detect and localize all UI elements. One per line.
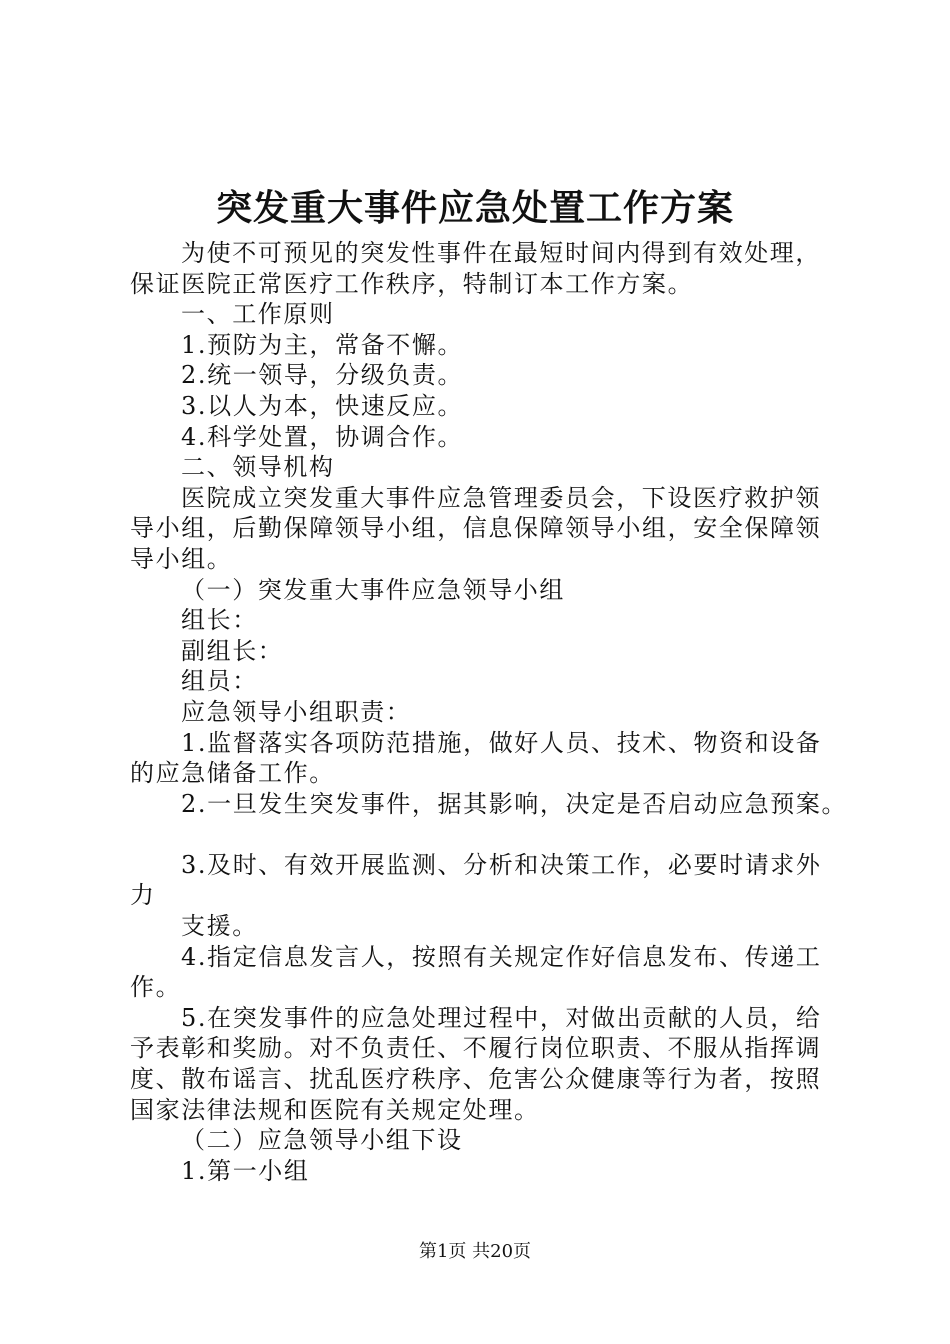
field-label: 副组长： (181, 636, 284, 665)
paragraph-line: 国家法律法规和医院有关规定处理。 (130, 1095, 540, 1124)
list-item: 4.指定信息发言人，按照有关规定作好信息发布、传递工 (181, 942, 822, 971)
field-label: 应急领导小组职责： (181, 697, 412, 726)
paragraph-line: 为使不可预见的突发性事件在最短时间内得到有效处理， (181, 239, 821, 267)
list-item: 3.以人为本，快速反应。 (181, 391, 464, 420)
document-title: 突发重大事件应急处置工作方案 (215, 187, 734, 229)
list-item: 1.预防为主，常备不懈。 (181, 330, 464, 359)
field-label: 组员： (181, 667, 258, 696)
paragraph-line: 医院成立突发重大事件应急管理委员会，下设医疗救护领 (181, 483, 821, 512)
list-item: 5.在突发事件的应急处理过程中，对做出贡献的人员，给 (181, 1003, 822, 1032)
list-item: 2.统一领导，分级负责。 (181, 361, 464, 390)
paragraph-line: 支援。 (181, 912, 258, 941)
subsection-heading: （二）应急领导小组下设 (181, 1126, 463, 1155)
paragraph-line: 导小组，后勤保障领导小组，信息保障领导小组，安全保障领 (130, 514, 822, 543)
blank-line (130, 819, 830, 850)
field-label: 组长： (181, 606, 258, 635)
paragraph-line: 力 (130, 881, 156, 910)
list-item: 3.及时、有效开展监测、分析和决策工作，必要时请求外 (181, 850, 822, 879)
paragraph-line: 导小组。 (130, 544, 233, 573)
list-item: 4.科学处置，协调合作。 (181, 422, 464, 451)
list-item: 1.监督落实各项防范措施，做好人员、技术、物资和设备 (181, 728, 822, 757)
paragraph-line: 作。 (130, 973, 182, 1002)
paragraph-line: 的应急储备工作。 (130, 759, 335, 788)
subsection-heading: （一）突发重大事件应急领导小组 (181, 575, 565, 604)
list-item: 2.一旦发生突发事件，据其影响，决定是否启动应急预案。 (181, 789, 848, 818)
document-body (130, 238, 848, 1186)
paragraph-line: 予表彰和奖励。对不负责任、不履行岗位职责、不服从指挥调 (130, 1034, 822, 1063)
section-heading: 二、领导机构 (181, 453, 335, 482)
section-heading: 一、工作原则 (181, 300, 335, 329)
paragraph-line: 保证医院正常医疗工作秩序，特制订本工作方案。 (130, 269, 694, 298)
list-item: 1.第一小组 (181, 1156, 310, 1185)
page-footer: 第1页 共20页 (418, 1241, 532, 1262)
paragraph-line: 度、散布谣言、扰乱医疗秩序、危害公众健康等行为者，按照 (130, 1065, 822, 1094)
